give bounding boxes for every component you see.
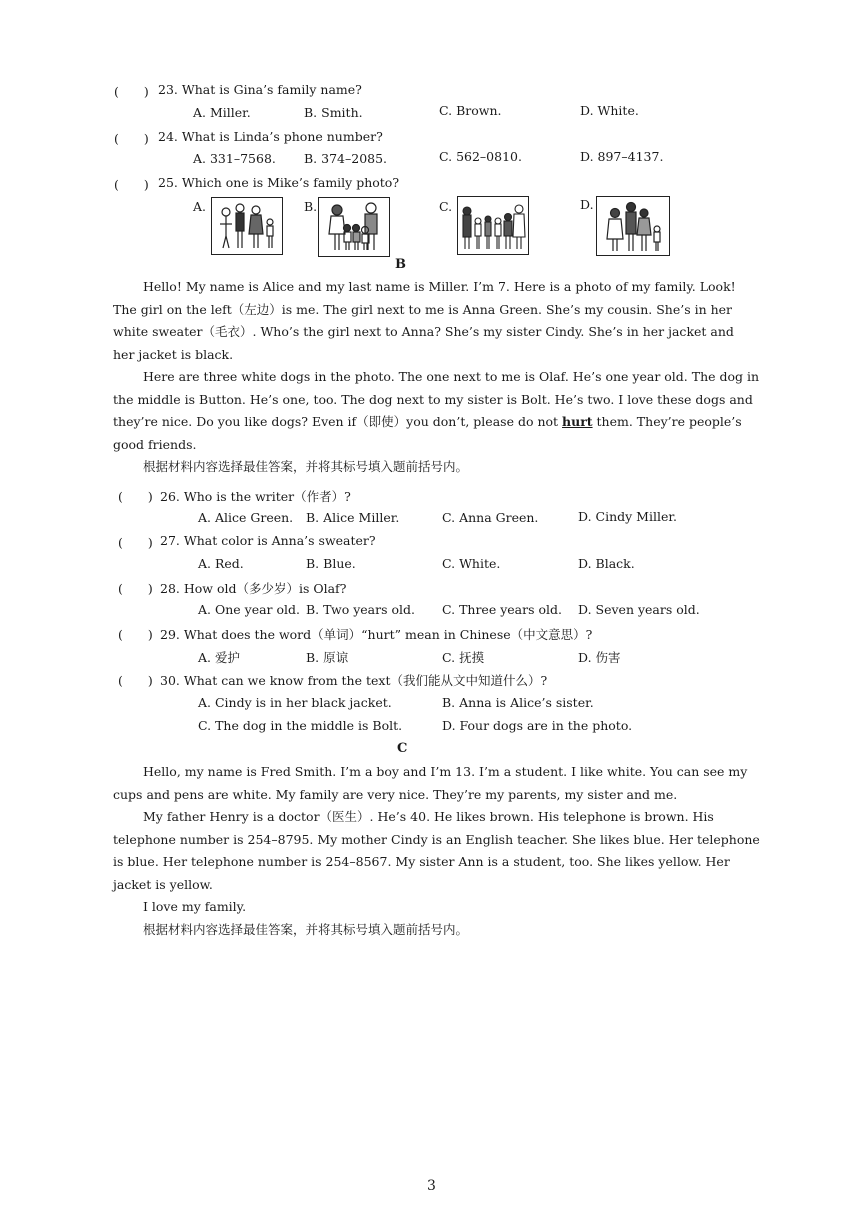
q23-option-a: A. Miller. <box>193 105 251 120</box>
q23-answer-blank[interactable]: ( ) <box>114 84 149 99</box>
q27-option-b: B. Blue. <box>306 556 356 571</box>
family-photo-b <box>318 197 390 257</box>
q26-option-d: D. Cindy Miller. <box>578 509 677 524</box>
q24-stem: 24. What is Linda’s phone number? <box>158 129 383 144</box>
q23-option-d: D. White. <box>580 103 639 118</box>
passage-line: telephone number is 254–8795. My mother Cindy is an English teacher. She likes blue. Her telephone <box>113 831 760 847</box>
q30-answer-blank[interactable]: ( ) <box>118 673 153 688</box>
q30-option-a: A. Cindy is in her black jacket. <box>198 695 392 710</box>
instruction: 根据材料内容选择最佳答案，并将其标号填入题前括号内。 <box>143 459 469 474</box>
q29-option-d: D. 伤害 <box>578 650 621 665</box>
q24-option-d: D. 897–4137. <box>580 149 664 164</box>
q27-option-c: C. White. <box>442 556 501 571</box>
passage-line: The girl on the left（左边）is me. The girl next to me is Anna Green. She’s my cousin. She’s in her <box>113 301 733 317</box>
q29-option-c: C. 抚摸 <box>442 650 485 665</box>
q24-option-b: B. 374–2085. <box>304 151 388 166</box>
q30-option-c: C. The dog in the middle is Bolt. <box>198 718 403 733</box>
q24-option-a: A. 331–7568. <box>193 151 276 166</box>
q26-option-a: A. Alice Green. <box>198 510 294 525</box>
passage-line: good friends. <box>113 436 197 452</box>
passage-line: the middle is Button. He’s one, too. The dog next to my sister is Bolt. He’s two. I love these dogs and <box>113 391 753 407</box>
underlined-word-hurt: hurt <box>562 414 593 429</box>
q25-option-b: B. <box>304 199 318 214</box>
q28-option-a: A. One year old. <box>198 602 301 617</box>
instruction: 根据材料内容选择最佳答案，并将其标号填入题前括号内。 <box>143 921 469 937</box>
section-c-title: C <box>397 741 408 756</box>
q27-option-d: D. Black. <box>578 556 635 571</box>
passage-line: is blue. Her telephone number is 254–8567. My sister Ann is a student, too. She likes yellow. Her <box>113 854 730 869</box>
passage-line: My father Henry is a doctor（医生）. He’s 40. He likes brown. His telephone is brown. His <box>143 809 714 824</box>
q30-option-d: D. Four dogs are in the photo. <box>442 718 633 733</box>
q30-stem: 30. What can we know from the text（我们能从文中知道什么）? <box>160 673 548 688</box>
q27-option-a: A. Red. <box>198 556 244 571</box>
q24-option-c: C. 562–0810. <box>439 149 522 164</box>
q28-answer-blank[interactable]: ( ) <box>118 581 153 596</box>
q25-option-d: D. <box>580 197 594 212</box>
q26-option-c: C. Anna Green. <box>442 510 539 525</box>
q28-stem: 28. How old（多少岁）is Olaf? <box>160 581 347 596</box>
q25-option-c: C. <box>439 199 453 214</box>
q28-option-c: C. Three years old. <box>442 602 562 617</box>
family-photo-d <box>596 196 670 256</box>
q29-answer-blank[interactable]: ( ) <box>118 627 153 642</box>
q29-option-b: B. 原谅 <box>306 650 349 665</box>
q23-option-b: B. Smith. <box>304 105 363 120</box>
passage-line: cups and pens are white. My family are very nice. They’re my parents, my sister and me. <box>113 786 678 802</box>
passage-text: they’re nice. Do you like dogs? Even if（即使）you don’t, please do not <box>113 414 563 429</box>
q29-stem: 29. What does the word（单词）“hurt” mean in Chinese（中文意思）? <box>160 627 593 642</box>
passage-line: her jacket is black. <box>113 346 234 362</box>
passage-line: Hello, my name is Fred Smith. I’m a boy and I’m 13. I’m a student. I like white. You can see my <box>143 764 748 779</box>
section-b-title: B <box>395 257 406 272</box>
q25-stem: 25. Which one is Mike’s family photo? <box>158 175 400 190</box>
passage-line: Here are three white dogs in the photo. The one next to me is Olaf. He’s one year old. The dog in <box>143 369 760 384</box>
section-c-passage <box>113 761 760 941</box>
q25-answer-blank[interactable]: ( ) <box>114 177 149 192</box>
q24-answer-blank[interactable]: ( ) <box>114 131 149 146</box>
passage-text: them. They’re people’s <box>592 414 742 429</box>
q26-option-b: B. Alice Miller. <box>306 510 400 525</box>
passage-line: white sweater（毛衣）. Who’s the girl next to Anna? She’s my sister Cindy. She’s in her jacket and <box>113 324 734 339</box>
q27-stem: 27. What color is Anna’s sweater? <box>160 533 376 548</box>
q28-option-d: D. Seven years old. <box>578 602 700 617</box>
q23-option-c: C. Brown. <box>439 103 502 118</box>
q28-option-b: B. Two years old. <box>306 602 415 617</box>
q25-option-a: A. <box>193 199 207 214</box>
passage-line: I love my family. <box>143 899 247 914</box>
q23-stem: 23. What is Gina’s family name? <box>158 82 362 97</box>
q26-stem: 26. Who is the writer（作者）? <box>160 489 351 504</box>
section-b-passage <box>113 276 760 479</box>
family-photo-a <box>211 197 283 255</box>
q30-option-b: B. Anna is Alice’s sister. <box>442 695 594 710</box>
q29-option-a: A. 爱护 <box>198 650 240 665</box>
q26-answer-blank[interactable]: ( ) <box>118 489 153 504</box>
passage-line: Hello! My name is Alice and my last name is Miller. I’m 7. Here is a photo of my family. Look! <box>143 279 736 294</box>
passage-line <box>113 411 742 434</box>
page-number: 3 <box>427 1178 436 1194</box>
q27-answer-blank[interactable]: ( ) <box>118 535 153 550</box>
family-photo-c <box>457 196 529 255</box>
passage-line: jacket is yellow. <box>113 876 213 892</box>
